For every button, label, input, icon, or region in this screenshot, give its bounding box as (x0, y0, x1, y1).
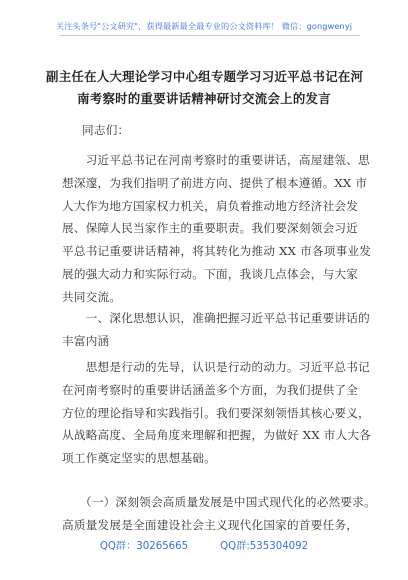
header-promo-note: 关注头条号"公文研究"，获得最新最全最专业的公文资料库！ 微信：gongwenyj (55, 21, 353, 31)
header-divider (60, 35, 360, 36)
paragraph-2 (62, 356, 372, 470)
paragraph-3 (62, 491, 376, 537)
paragraph-line: 共同交流。 (62, 289, 122, 304)
paragraph-1 (62, 149, 372, 309)
paragraph-line: 项工作奠定坚实的思想基础。 (62, 451, 216, 466)
footer-qq-groups (0, 537, 408, 552)
paragraph-line: 平总书记重要讲话精神，将其转化为推动 XX 市各项事业发 (62, 244, 372, 259)
paragraph-line: 高质量发展是全面建设社会主义现代化国家的首要任务， (62, 517, 359, 532)
title-line-1: 副主任在人大理论学习中心组专题学习习近平总书记在河 (46, 69, 364, 84)
heading-line: 一、深化思想认识，准确把握习近平总书记重要讲话的 (62, 311, 370, 325)
paragraph-line: 人大作为地方国家权力机关，肩负着推动地方经济社会发 (62, 198, 359, 213)
paragraph-line: 思想是行动的先导，认识是行动的动力。习近平总书记 (62, 360, 370, 374)
document-title (42, 66, 366, 110)
section-heading-1 (62, 307, 370, 353)
title-line-2: 南考察时的重要讲话精神研讨交流会上的发言 (77, 91, 331, 106)
paragraph-line: 在河南考察时的重要讲话涵盖多个方面，为我们提供了全 (62, 382, 359, 397)
heading-line: 丰富内涵 (62, 333, 110, 348)
paragraph-line: 习近平总书记在河南考察时的重要讲话，高屋建瓴、思 (62, 153, 370, 167)
paragraph-line: 方位的理论指导和实践指引。我们要深刻领悟其核心要义， (62, 405, 370, 420)
paragraph-line: 想深邃，为我们指明了前进方向、提供了根本遵循。XX 市 (62, 175, 368, 190)
paragraph-line: 展的强大动力和实际行动。下面，我谈几点体会，与大家 (62, 266, 359, 281)
salutation: 同志们： (82, 123, 130, 137)
paragraph-line: 展、保障人民当家作主的重要职责。我们要深刻领会习近 (62, 221, 359, 236)
qq-group-2: QQ群:535304092 (220, 541, 309, 552)
qq-group-1: QQ群：30265665 (99, 541, 189, 552)
paragraph-line: （一）深刻领会高质量发展是中国式现代化的必然要求。 (62, 495, 376, 509)
paragraph-line: 从战略高度、全局角度来理解和把握，为做好 XX 市人大各 (62, 428, 372, 443)
